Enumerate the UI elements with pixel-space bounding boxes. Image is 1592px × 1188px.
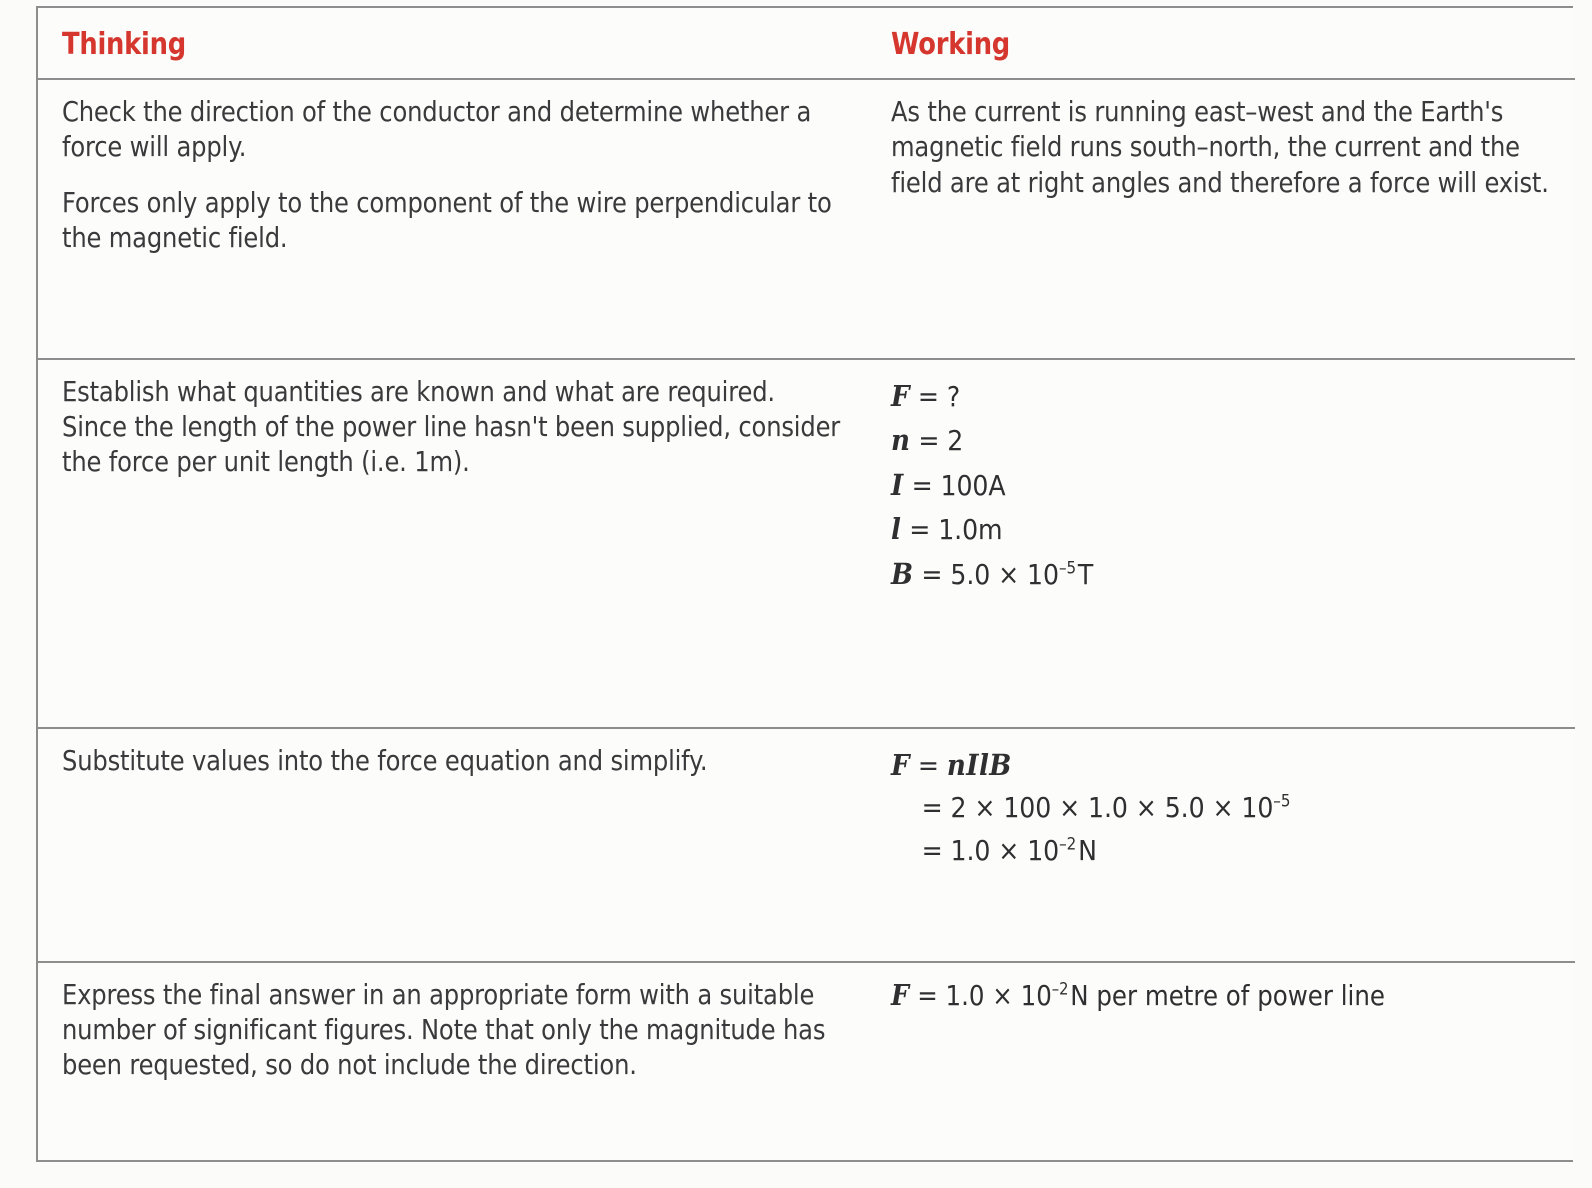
table-row xyxy=(38,79,1575,359)
calculation-step xyxy=(891,830,1550,873)
step-unit: N xyxy=(1078,833,1097,867)
working-cell-3 xyxy=(867,728,1575,962)
variable-symbol-I: I xyxy=(891,467,904,502)
quantity-value: = ? xyxy=(909,379,961,413)
working-paragraph: As the current is running east–west and the Earth's magnetic field runs south–north, the current and the field are at right angles and therefore a force will exist. xyxy=(891,95,1549,199)
thinking-cell-4 xyxy=(38,962,867,1160)
step-exponent: –5 xyxy=(1273,790,1291,811)
force-equation xyxy=(891,743,1550,788)
step-expression: = 1.0 × 10 xyxy=(921,833,1060,867)
quantity-unit: T xyxy=(1077,557,1094,591)
thinking-cell-3 xyxy=(38,728,867,962)
quantity-length xyxy=(891,507,1550,552)
step-expression: = 2 × 100 × 1.0 × 5.0 × 10 xyxy=(921,791,1274,825)
thinking-header-label: Thinking xyxy=(62,27,186,62)
thinking-cell-2 xyxy=(38,359,867,728)
quantity-current xyxy=(891,463,1550,508)
variable-symbol-F: F xyxy=(891,747,910,782)
table-header-row xyxy=(38,8,1575,79)
variable-symbol-n: n xyxy=(891,423,911,458)
working-cell-2 xyxy=(867,359,1575,728)
worked-example-table xyxy=(36,6,1573,1162)
quantity-value: = 100A xyxy=(903,468,1006,502)
thinking-paragraph: Express the final answer in an appropriate form with a suitable number of significant figures. Note that only the magnitude has been requested, so do not include the direction. xyxy=(62,977,826,1082)
table-row xyxy=(38,962,1575,1160)
variable-symbol-F: F xyxy=(891,378,910,413)
answer-mantissa: = 1.0 × 10 xyxy=(909,978,1052,1012)
column-header-thinking xyxy=(38,8,867,79)
table-row xyxy=(38,728,1575,962)
working-header-label: Working xyxy=(891,27,1011,62)
working-cell-4 xyxy=(867,962,1575,1160)
quantity-value: = 2 xyxy=(910,424,964,458)
known-quantities-list xyxy=(891,374,1550,597)
table-row xyxy=(38,359,1575,728)
step-unit xyxy=(1290,791,1292,824)
quantity-exponent: –5 xyxy=(1058,557,1077,578)
quantity-mantissa: = 5.0 × 10 xyxy=(913,557,1059,591)
final-answer xyxy=(891,977,1549,1014)
equals-sign: = xyxy=(909,748,947,782)
quantity-value: = 1.0m xyxy=(901,513,1003,547)
variable-symbol-B: B xyxy=(891,556,914,591)
step-exponent: –2 xyxy=(1059,833,1077,854)
force-calculation xyxy=(891,743,1550,873)
quantity-number-of-wires xyxy=(891,418,1550,463)
thinking-cell-1 xyxy=(38,79,867,359)
working-cell-1 xyxy=(867,79,1575,359)
thinking-working-table xyxy=(38,8,1575,1160)
variable-symbol-l: l xyxy=(891,512,902,547)
force-formula: nIlB xyxy=(946,747,1012,782)
thinking-paragraph: Check the direction of the conductor and determine whether a force will apply. xyxy=(62,95,812,164)
variable-symbol-F: F xyxy=(891,977,910,1012)
thinking-paragraph: Substitute values into the force equation and simplify. xyxy=(62,743,708,777)
thinking-paragraph: Establish what quantities are known and what are required. Since the length of the power line hasn't been supplied, consider the force per unit length (i.e. 1m). xyxy=(62,374,841,479)
column-header-working xyxy=(867,8,1575,79)
quantity-force xyxy=(891,374,1550,419)
thinking-paragraph: Forces only apply to the component of the wire perpendicular to the magnetic field. xyxy=(62,185,832,254)
quantity-magnetic-field xyxy=(891,552,1550,597)
answer-exponent: –2 xyxy=(1051,978,1069,999)
answer-unit: N xyxy=(1070,978,1089,1012)
calculation-step xyxy=(891,787,1550,830)
answer-tail: per metre of power line xyxy=(1088,978,1385,1012)
